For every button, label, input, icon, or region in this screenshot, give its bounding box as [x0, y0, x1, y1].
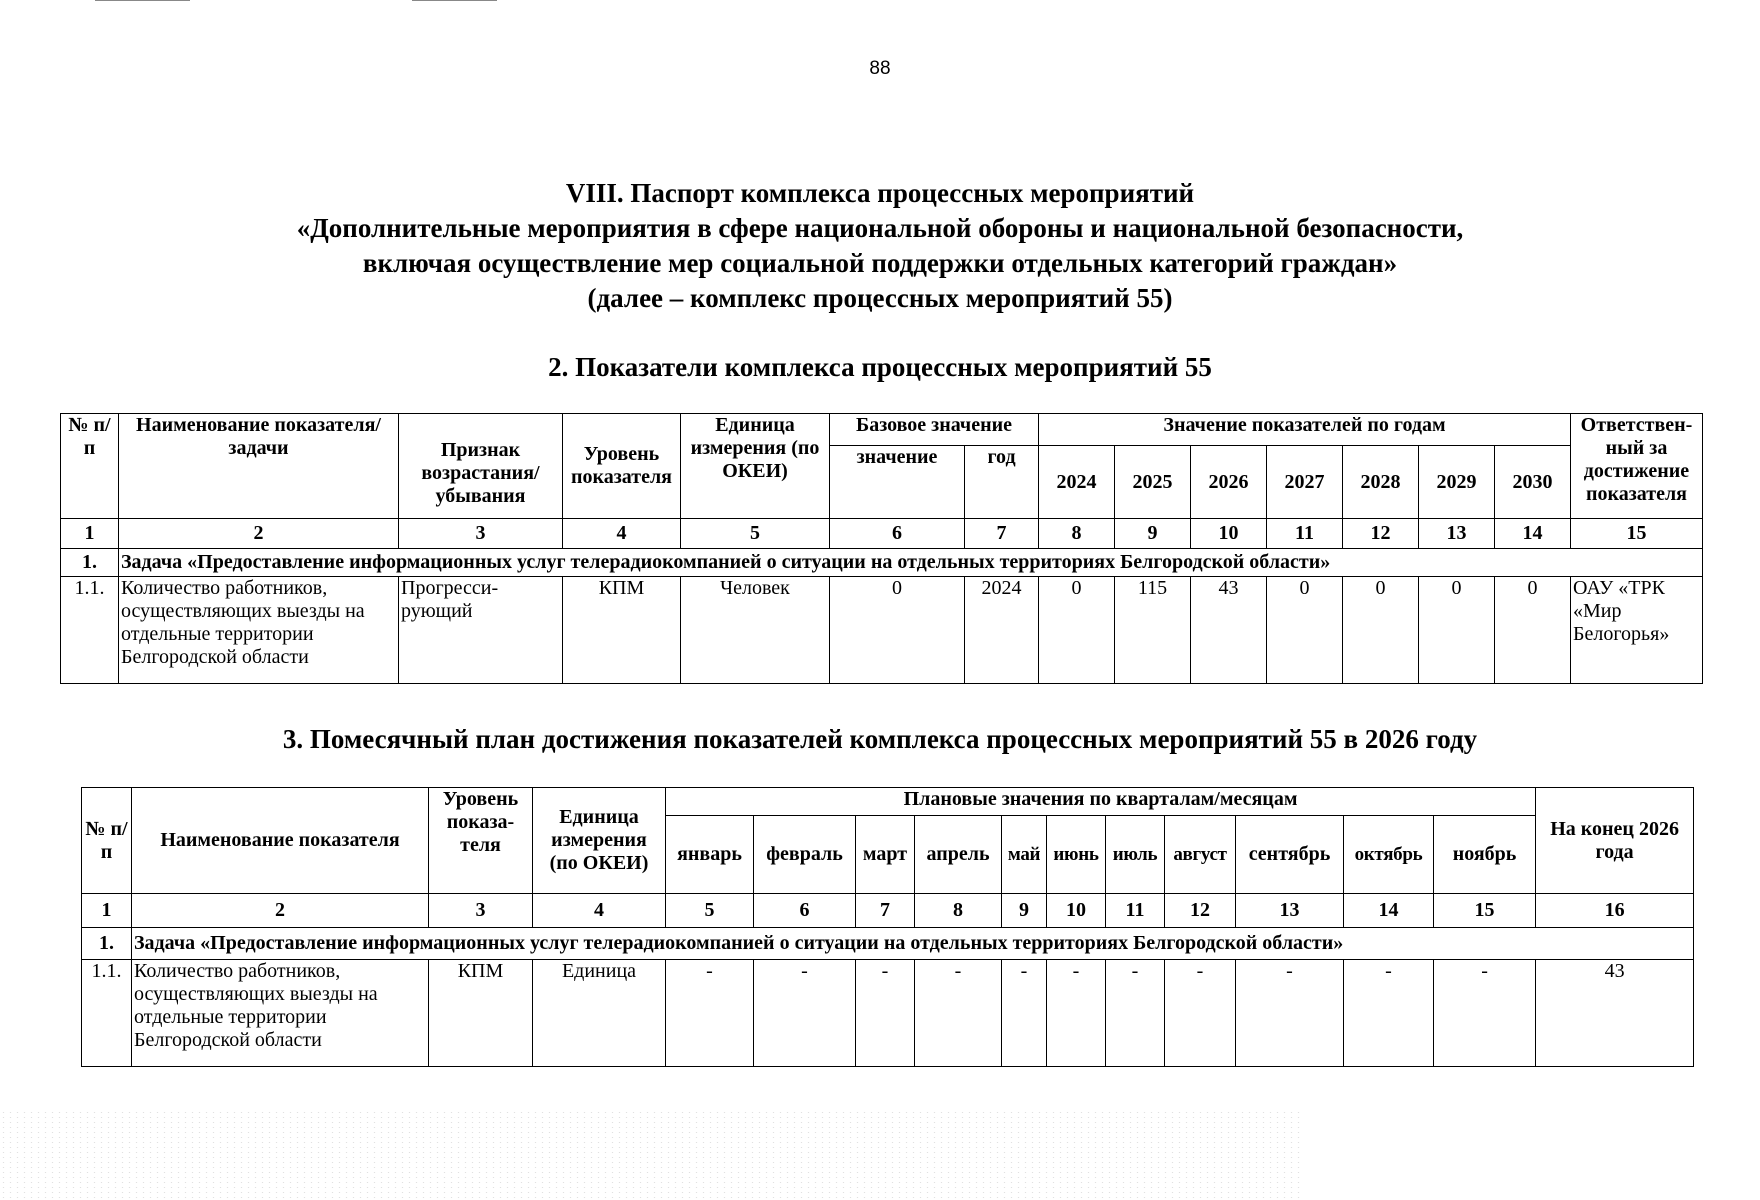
- col-header-num: № п/п: [61, 414, 119, 519]
- year-value: 0: [1343, 577, 1419, 684]
- col-header-level: Уровень показа-теля: [429, 788, 533, 894]
- col-header-level: Уровень показателя: [563, 414, 681, 519]
- task-row: [82, 928, 1694, 960]
- title-line-4: (далее – комплекс процессных мероприятий 55): [587, 283, 1173, 313]
- month-value: -: [1236, 960, 1344, 1067]
- col-header-plan-group: Плановые значения по кварталам/месяцам: [666, 788, 1536, 816]
- col-header-years-group: Значение показателей по годам: [1039, 414, 1571, 446]
- task-text: Задача «Предоставление информационных услуг телерадиокомпанией о ситуации на отдельных территориях Белгородской области»: [132, 928, 1694, 960]
- indicator-sign: Прогресси-рующий: [399, 577, 563, 684]
- table-row: [82, 960, 1694, 1067]
- col-header-month: июнь: [1047, 816, 1106, 894]
- title-line-2: «Дополнительные мероприятия в сфере национальной обороны и национальной безопасности,: [296, 213, 1464, 243]
- scan-edge-line: [95, 0, 190, 1]
- col-header-month: сентябрь: [1236, 816, 1344, 894]
- year-value: 0: [1495, 577, 1571, 684]
- title-line-3: включая осуществление мер социальной поддержки отдельных категорий граждан»: [362, 248, 1398, 278]
- indicator-level: КПМ: [563, 577, 681, 684]
- section-2-title: 2. Показатели комплекса процессных мероприятий 55: [548, 352, 1212, 382]
- col-header-month: октябрь: [1344, 816, 1434, 894]
- col-header-end-of-year: На конец 2026 года: [1536, 788, 1694, 894]
- col-header-year: 2030: [1495, 446, 1571, 519]
- section-3-title: 3. Помесячный план достижения показателей комплекса процессных мероприятий 55 в 2026 году: [282, 724, 1478, 754]
- month-value: -: [1047, 960, 1106, 1067]
- task-number: 1.: [61, 549, 119, 577]
- base-year: 2024: [965, 577, 1039, 684]
- col-header-year: 2028: [1343, 446, 1419, 519]
- indicator-level: КПМ: [429, 960, 533, 1067]
- indicators-table: [60, 413, 1703, 684]
- col-header-unit: Единица измерения (по ОКЕИ): [681, 414, 830, 519]
- col-header-base: Базовое значение: [830, 414, 1039, 446]
- column-number: 11: [1267, 519, 1343, 549]
- col-header-month: март: [856, 816, 915, 894]
- column-number-row: [82, 894, 1694, 928]
- col-header-year: 2027: [1267, 446, 1343, 519]
- indicator-unit: Единица: [533, 960, 666, 1067]
- year-value: 0: [1419, 577, 1495, 684]
- col-header-name: Наименование показателя: [132, 788, 429, 894]
- col-header-name: Наименование показателя/задачи: [119, 414, 399, 519]
- column-number: 7: [856, 894, 915, 928]
- column-number: 13: [1419, 519, 1495, 549]
- col-header-year: 2024: [1039, 446, 1115, 519]
- column-number: 5: [666, 894, 754, 928]
- column-number: 11: [1106, 894, 1165, 928]
- month-value: -: [1165, 960, 1236, 1067]
- document-title: [0, 176, 1760, 316]
- column-number: 10: [1047, 894, 1106, 928]
- table-row: [61, 577, 1703, 684]
- year-value: 43: [1191, 577, 1267, 684]
- col-header-year: 2025: [1115, 446, 1191, 519]
- col-header-month: январь: [666, 816, 754, 894]
- column-number: 15: [1434, 894, 1536, 928]
- page-number: 88: [869, 58, 891, 79]
- indicator-name: Количество работников, осуществляющих выезды на отдельные территории Белгородской области: [132, 960, 429, 1067]
- year-value: 115: [1115, 577, 1191, 684]
- column-number: 6: [830, 519, 965, 549]
- row-number: 1.1.: [61, 577, 119, 684]
- col-header-num: № п/п: [82, 788, 132, 894]
- col-header-month: май: [1002, 816, 1047, 894]
- column-number: 10: [1191, 519, 1267, 549]
- col-header-month: февраль: [754, 816, 856, 894]
- column-number: 4: [563, 519, 681, 549]
- column-number: 2: [119, 519, 399, 549]
- month-value: -: [666, 960, 754, 1067]
- col-header-base-value: значение: [830, 446, 965, 519]
- title-line-1: VIII. Паспорт комплекса процессных мероприятий: [565, 178, 1195, 208]
- column-number-row: [61, 519, 1703, 549]
- column-number: 1: [61, 519, 119, 549]
- row-number: 1.1.: [82, 960, 132, 1067]
- scan-edge-line: [412, 0, 497, 1]
- col-header-sign: Признак возрастания/ убывания: [399, 414, 563, 519]
- column-number: 1: [82, 894, 132, 928]
- year-value: 0: [1267, 577, 1343, 684]
- indicator-name: Количество работников, осуществляющих выезды на отдельные территории Белгородской области: [119, 577, 399, 684]
- month-value: -: [1344, 960, 1434, 1067]
- column-number: 8: [915, 894, 1002, 928]
- responsible-org: ОАУ «ТРК «Мир Белогорья»: [1571, 577, 1703, 684]
- column-number: 3: [399, 519, 563, 549]
- column-number: 8: [1039, 519, 1115, 549]
- monthly-plan-table: [81, 787, 1694, 1067]
- month-value: -: [856, 960, 915, 1067]
- task-text: Задача «Предоставление информационных услуг телерадиокомпанией о ситуации на отдельных территориях Белгородской области»: [119, 549, 1703, 577]
- column-number: 12: [1165, 894, 1236, 928]
- year-value: 0: [1039, 577, 1115, 684]
- scan-noise: [0, 1110, 1300, 1200]
- col-header-month: ноябрь: [1434, 816, 1536, 894]
- base-value: 0: [830, 577, 965, 684]
- month-value: -: [1106, 960, 1165, 1067]
- task-row: [61, 549, 1703, 577]
- column-number: 4: [533, 894, 666, 928]
- column-number: 13: [1236, 894, 1344, 928]
- col-header-unit: Единица измерения (по ОКЕИ): [533, 788, 666, 894]
- column-number: 14: [1495, 519, 1571, 549]
- col-header-base-year: год: [965, 446, 1039, 519]
- end-of-year-value: 43: [1536, 960, 1694, 1067]
- month-value: -: [754, 960, 856, 1067]
- column-number: 12: [1343, 519, 1419, 549]
- column-number: 3: [429, 894, 533, 928]
- column-number: 14: [1344, 894, 1434, 928]
- column-number: 9: [1115, 519, 1191, 549]
- indicator-unit: Человек: [681, 577, 830, 684]
- col-header-year: 2029: [1419, 446, 1495, 519]
- col-header-year: 2026: [1191, 446, 1267, 519]
- month-value: -: [1434, 960, 1536, 1067]
- month-value: -: [915, 960, 1002, 1067]
- column-number: 5: [681, 519, 830, 549]
- col-header-month: июль: [1106, 816, 1165, 894]
- column-number: 15: [1571, 519, 1703, 549]
- column-number: 16: [1536, 894, 1694, 928]
- column-number: 7: [965, 519, 1039, 549]
- col-header-month: апрель: [915, 816, 1002, 894]
- column-number: 9: [1002, 894, 1047, 928]
- month-value: -: [1002, 960, 1047, 1067]
- task-number: 1.: [82, 928, 132, 960]
- column-number: 2: [132, 894, 429, 928]
- col-header-month: август: [1165, 816, 1236, 894]
- column-number: 6: [754, 894, 856, 928]
- col-header-responsible: Ответствен-ный за достижение показателя: [1571, 414, 1703, 519]
